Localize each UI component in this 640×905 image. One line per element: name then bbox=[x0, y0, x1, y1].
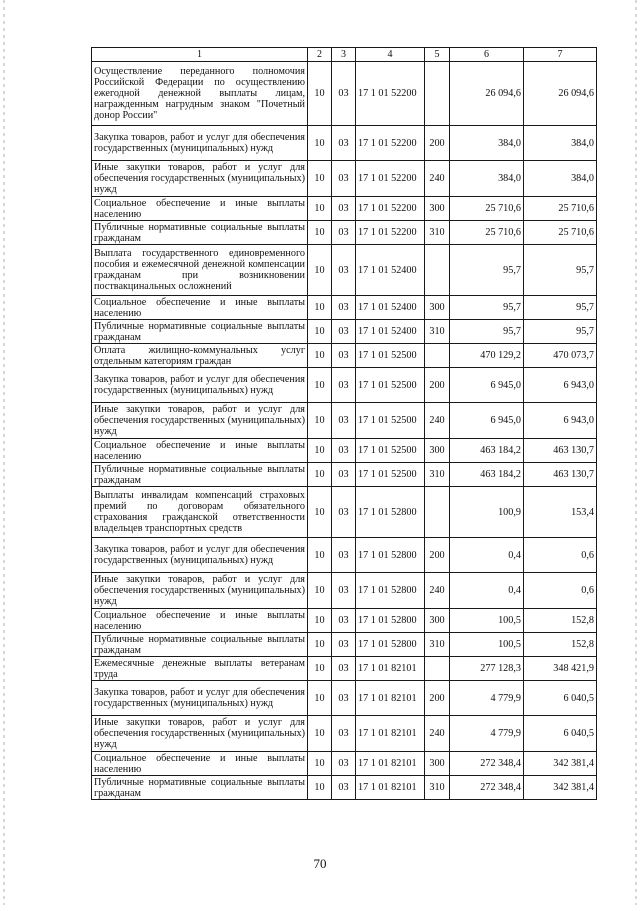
cell-target-article: 17 1 01 52800 bbox=[356, 609, 425, 633]
cell-section: 10 bbox=[308, 633, 332, 657]
cell-amount-year-1: 277 128,3 bbox=[450, 657, 524, 681]
cell-target-article: 17 1 01 82101 bbox=[356, 716, 425, 752]
table-row bbox=[92, 245, 597, 296]
cell-description: Социальное обеспечение и иные выплаты населению bbox=[92, 752, 308, 776]
table-row bbox=[92, 657, 597, 681]
cell-amount-year-2: 152,8 bbox=[524, 609, 597, 633]
cell-expense-type bbox=[425, 62, 450, 126]
cell-subsection: 03 bbox=[332, 633, 356, 657]
cell-amount-year-2: 0,6 bbox=[524, 538, 597, 573]
cell-target-article: 17 1 01 52200 bbox=[356, 197, 425, 221]
cell-description: Социальное обеспечение и иные выплаты населению bbox=[92, 609, 308, 633]
cell-amount-year-1: 272 348,4 bbox=[450, 776, 524, 800]
cell-description: Иные закупки товаров, работ и услуг для обеспечения государственных (муниципальных) нужд bbox=[92, 161, 308, 197]
table-row bbox=[92, 320, 597, 344]
cell-expense-type: 300 bbox=[425, 296, 450, 320]
column-header-5: 5 bbox=[425, 48, 450, 62]
scan-edge-right bbox=[635, 0, 637, 905]
table-row bbox=[92, 573, 597, 609]
cell-subsection: 03 bbox=[332, 573, 356, 609]
cell-target-article: 17 1 01 52500 bbox=[356, 439, 425, 463]
table-row bbox=[92, 487, 597, 538]
cell-description: Иные закупки товаров, работ и услуг для обеспечения государственных (муниципальных) нужд bbox=[92, 403, 308, 439]
cell-section: 10 bbox=[308, 161, 332, 197]
cell-description: Публичные нормативные социальные выплаты гражданам bbox=[92, 776, 308, 800]
cell-description: Выплата государственного единовременного пособия и ежемесячной денежной компенсации гражданам при возникновении поствакцинальных осложнений bbox=[92, 245, 308, 296]
cell-section: 10 bbox=[308, 368, 332, 403]
cell-expense-type: 310 bbox=[425, 776, 450, 800]
cell-description: Социальное обеспечение и иные выплаты населению bbox=[92, 439, 308, 463]
cell-description: Иные закупки товаров, работ и услуг для обеспечения государственных (муниципальных) нужд bbox=[92, 716, 308, 752]
table-row bbox=[92, 161, 597, 197]
table-row bbox=[92, 716, 597, 752]
table-row bbox=[92, 344, 597, 368]
cell-expense-type: 240 bbox=[425, 716, 450, 752]
cell-section: 10 bbox=[308, 752, 332, 776]
cell-amount-year-2: 25 710,6 bbox=[524, 197, 597, 221]
cell-subsection: 03 bbox=[332, 752, 356, 776]
cell-expense-type: 300 bbox=[425, 197, 450, 221]
cell-description: Публичные нормативные социальные выплаты гражданам bbox=[92, 463, 308, 487]
cell-section: 10 bbox=[308, 62, 332, 126]
table-row bbox=[92, 368, 597, 403]
column-header-2: 2 bbox=[308, 48, 332, 62]
cell-amount-year-2: 6 943,0 bbox=[524, 368, 597, 403]
cell-section: 10 bbox=[308, 126, 332, 161]
cell-section: 10 bbox=[308, 439, 332, 463]
cell-subsection: 03 bbox=[332, 538, 356, 573]
cell-description: Публичные нормативные социальные выплаты гражданам bbox=[92, 320, 308, 344]
cell-target-article: 17 1 01 52800 bbox=[356, 633, 425, 657]
cell-amount-year-2: 153,4 bbox=[524, 487, 597, 538]
cell-expense-type: 200 bbox=[425, 368, 450, 403]
cell-amount-year-1: 463 184,2 bbox=[450, 439, 524, 463]
scan-edge-left bbox=[3, 0, 5, 905]
cell-amount-year-2: 95,7 bbox=[524, 296, 597, 320]
cell-subsection: 03 bbox=[332, 296, 356, 320]
table-header-row bbox=[92, 48, 597, 62]
cell-amount-year-1: 95,7 bbox=[450, 296, 524, 320]
cell-section: 10 bbox=[308, 403, 332, 439]
cell-amount-year-1: 0,4 bbox=[450, 538, 524, 573]
cell-section: 10 bbox=[308, 245, 332, 296]
table-row bbox=[92, 126, 597, 161]
cell-subsection: 03 bbox=[332, 62, 356, 126]
cell-target-article: 17 1 01 52800 bbox=[356, 573, 425, 609]
column-header-3: 3 bbox=[332, 48, 356, 62]
table-row bbox=[92, 403, 597, 439]
cell-expense-type: 200 bbox=[425, 126, 450, 161]
cell-expense-type bbox=[425, 487, 450, 538]
cell-section: 10 bbox=[308, 463, 332, 487]
cell-amount-year-2: 152,8 bbox=[524, 633, 597, 657]
cell-amount-year-1: 25 710,6 bbox=[450, 221, 524, 245]
cell-subsection: 03 bbox=[332, 161, 356, 197]
cell-section: 10 bbox=[308, 296, 332, 320]
cell-expense-type bbox=[425, 344, 450, 368]
cell-description: Выплаты инвалидам компенсаций страховых премий по договорам обязательного страхования гражданской ответственности владельцев транспортных средств bbox=[92, 487, 308, 538]
column-header-4: 4 bbox=[356, 48, 425, 62]
cell-amount-year-1: 95,7 bbox=[450, 320, 524, 344]
cell-subsection: 03 bbox=[332, 716, 356, 752]
cell-subsection: 03 bbox=[332, 609, 356, 633]
cell-amount-year-1: 100,5 bbox=[450, 609, 524, 633]
cell-target-article: 17 1 01 52200 bbox=[356, 62, 425, 126]
cell-target-article: 17 1 01 82101 bbox=[356, 657, 425, 681]
cell-amount-year-1: 25 710,6 bbox=[450, 197, 524, 221]
cell-description: Закупка товаров, работ и услуг для обеспечения государственных (муниципальных) нужд bbox=[92, 368, 308, 403]
cell-amount-year-1: 384,0 bbox=[450, 126, 524, 161]
cell-section: 10 bbox=[308, 538, 332, 573]
cell-amount-year-2: 6 040,5 bbox=[524, 716, 597, 752]
cell-section: 10 bbox=[308, 221, 332, 245]
cell-expense-type: 240 bbox=[425, 573, 450, 609]
table-row bbox=[92, 752, 597, 776]
cell-amount-year-2: 470 073,7 bbox=[524, 344, 597, 368]
cell-description: Публичные нормативные социальные выплаты гражданам bbox=[92, 221, 308, 245]
cell-description: Закупка товаров, работ и услуг для обеспечения государственных (муниципальных) нужд bbox=[92, 681, 308, 716]
cell-description: Оплата жилищно-коммунальных услуг отдельным категориям граждан bbox=[92, 344, 308, 368]
cell-expense-type: 310 bbox=[425, 221, 450, 245]
table-row bbox=[92, 681, 597, 716]
table-body bbox=[92, 62, 597, 800]
table-row bbox=[92, 296, 597, 320]
cell-expense-type: 240 bbox=[425, 161, 450, 197]
cell-subsection: 03 bbox=[332, 657, 356, 681]
cell-amount-year-2: 384,0 bbox=[524, 161, 597, 197]
cell-target-article: 17 1 01 82101 bbox=[356, 681, 425, 716]
cell-subsection: 03 bbox=[332, 197, 356, 221]
cell-expense-type: 240 bbox=[425, 403, 450, 439]
cell-expense-type: 300 bbox=[425, 609, 450, 633]
cell-subsection: 03 bbox=[332, 126, 356, 161]
cell-amount-year-1: 26 094,6 bbox=[450, 62, 524, 126]
cell-expense-type: 200 bbox=[425, 538, 450, 573]
cell-expense-type: 310 bbox=[425, 633, 450, 657]
cell-target-article: 17 1 01 52500 bbox=[356, 344, 425, 368]
cell-amount-year-2: 6 943,0 bbox=[524, 403, 597, 439]
cell-amount-year-2: 0,6 bbox=[524, 573, 597, 609]
page-number: 70 bbox=[313, 856, 327, 871]
cell-target-article: 17 1 01 52400 bbox=[356, 296, 425, 320]
cell-amount-year-1: 6 945,0 bbox=[450, 368, 524, 403]
cell-expense-type: 300 bbox=[425, 752, 450, 776]
cell-target-article: 17 1 01 52500 bbox=[356, 403, 425, 439]
cell-amount-year-1: 384,0 bbox=[450, 161, 524, 197]
cell-subsection: 03 bbox=[332, 245, 356, 296]
cell-amount-year-2: 342 381,4 bbox=[524, 752, 597, 776]
table-row bbox=[92, 538, 597, 573]
cell-description: Закупка товаров, работ и услуг для обеспечения государственных (муниципальных) нужд bbox=[92, 538, 308, 573]
cell-section: 10 bbox=[308, 609, 332, 633]
cell-section: 10 bbox=[308, 657, 332, 681]
cell-section: 10 bbox=[308, 716, 332, 752]
cell-amount-year-2: 463 130,7 bbox=[524, 463, 597, 487]
column-header-7: 7 bbox=[524, 48, 597, 62]
cell-description: Социальное обеспечение и иные выплаты населению bbox=[92, 296, 308, 320]
cell-expense-type: 200 bbox=[425, 681, 450, 716]
cell-amount-year-1: 100,9 bbox=[450, 487, 524, 538]
cell-amount-year-2: 26 094,6 bbox=[524, 62, 597, 126]
cell-subsection: 03 bbox=[332, 487, 356, 538]
cell-description: Иные закупки товаров, работ и услуг для обеспечения государственных (муниципальных) нужд bbox=[92, 573, 308, 609]
table-row bbox=[92, 197, 597, 221]
cell-section: 10 bbox=[308, 573, 332, 609]
cell-amount-year-2: 384,0 bbox=[524, 126, 597, 161]
cell-amount-year-1: 100,5 bbox=[450, 633, 524, 657]
cell-section: 10 bbox=[308, 776, 332, 800]
cell-expense-type: 310 bbox=[425, 320, 450, 344]
cell-amount-year-2: 6 040,5 bbox=[524, 681, 597, 716]
cell-amount-year-2: 342 381,4 bbox=[524, 776, 597, 800]
cell-target-article: 17 1 01 82101 bbox=[356, 752, 425, 776]
cell-section: 10 bbox=[308, 344, 332, 368]
column-header-6: 6 bbox=[450, 48, 524, 62]
table-row bbox=[92, 633, 597, 657]
table-row bbox=[92, 609, 597, 633]
table-row bbox=[92, 776, 597, 800]
cell-target-article: 17 1 01 52400 bbox=[356, 320, 425, 344]
cell-section: 10 bbox=[308, 681, 332, 716]
cell-target-article: 17 1 01 52800 bbox=[356, 538, 425, 573]
cell-subsection: 03 bbox=[332, 344, 356, 368]
cell-section: 10 bbox=[308, 487, 332, 538]
cell-target-article: 17 1 01 52200 bbox=[356, 221, 425, 245]
cell-description: Ежемесячные денежные выплаты ветеранам труда bbox=[92, 657, 308, 681]
cell-amount-year-2: 25 710,6 bbox=[524, 221, 597, 245]
cell-target-article: 17 1 01 52400 bbox=[356, 245, 425, 296]
cell-subsection: 03 bbox=[332, 320, 356, 344]
cell-amount-year-1: 470 129,2 bbox=[450, 344, 524, 368]
cell-amount-year-1: 272 348,4 bbox=[450, 752, 524, 776]
cell-target-article: 17 1 01 52500 bbox=[356, 368, 425, 403]
cell-target-article: 17 1 01 52200 bbox=[356, 161, 425, 197]
cell-amount-year-2: 348 421,9 bbox=[524, 657, 597, 681]
cell-amount-year-1: 0,4 bbox=[450, 573, 524, 609]
cell-subsection: 03 bbox=[332, 681, 356, 716]
cell-subsection: 03 bbox=[332, 368, 356, 403]
cell-expense-type bbox=[425, 657, 450, 681]
cell-description: Закупка товаров, работ и услуг для обеспечения государственных (муниципальных) нужд bbox=[92, 126, 308, 161]
budget-table bbox=[91, 47, 597, 800]
cell-amount-year-1: 6 945,0 bbox=[450, 403, 524, 439]
table-row bbox=[92, 62, 597, 126]
cell-amount-year-1: 95,7 bbox=[450, 245, 524, 296]
cell-target-article: 17 1 01 52200 bbox=[356, 126, 425, 161]
cell-expense-type: 310 bbox=[425, 463, 450, 487]
cell-expense-type bbox=[425, 245, 450, 296]
cell-amount-year-1: 4 779,9 bbox=[450, 716, 524, 752]
cell-amount-year-1: 4 779,9 bbox=[450, 681, 524, 716]
cell-section: 10 bbox=[308, 197, 332, 221]
cell-subsection: 03 bbox=[332, 403, 356, 439]
cell-subsection: 03 bbox=[332, 776, 356, 800]
cell-amount-year-2: 95,7 bbox=[524, 320, 597, 344]
cell-amount-year-2: 463 130,7 bbox=[524, 439, 597, 463]
cell-description: Социальное обеспечение и иные выплаты населению bbox=[92, 197, 308, 221]
cell-subsection: 03 bbox=[332, 439, 356, 463]
table-row bbox=[92, 439, 597, 463]
cell-subsection: 03 bbox=[332, 463, 356, 487]
cell-description: Осуществление переданного полномочия Российской Федерации по осуществлению ежегодной денежной выплаты лицам, награжденным нагрудным знаком "Почетный донор России" bbox=[92, 62, 308, 126]
cell-section: 10 bbox=[308, 320, 332, 344]
cell-expense-type: 300 bbox=[425, 439, 450, 463]
cell-amount-year-1: 463 184,2 bbox=[450, 463, 524, 487]
table-row bbox=[92, 463, 597, 487]
cell-description: Публичные нормативные социальные выплаты гражданам bbox=[92, 633, 308, 657]
cell-subsection: 03 bbox=[332, 221, 356, 245]
table-row bbox=[92, 221, 597, 245]
cell-target-article: 17 1 01 52500 bbox=[356, 463, 425, 487]
cell-target-article: 17 1 01 52800 bbox=[356, 487, 425, 538]
cell-amount-year-2: 95,7 bbox=[524, 245, 597, 296]
cell-target-article: 17 1 01 82101 bbox=[356, 776, 425, 800]
column-header-1: 1 bbox=[92, 48, 308, 62]
